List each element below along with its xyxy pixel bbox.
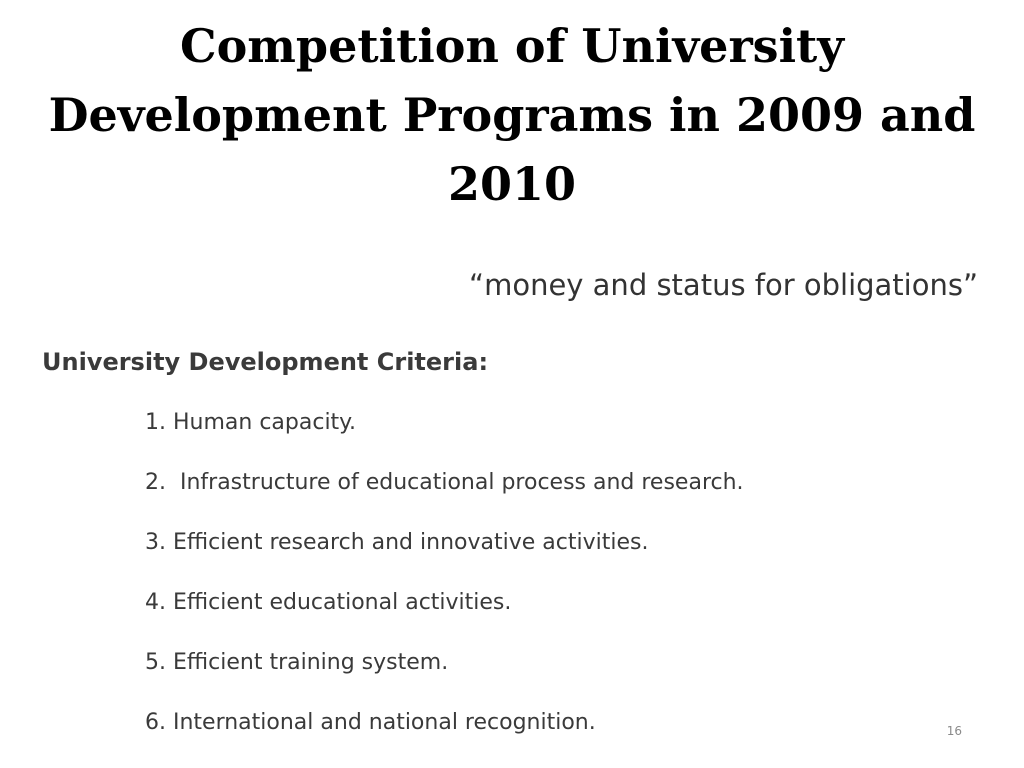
criteria-heading: University Development Criteria: <box>42 348 489 376</box>
slide-title: Competition of University Development Programs in 2009 and 2010 <box>48 19 976 211</box>
criteria-list <box>145 405 744 765</box>
criteria-item: 4. Efficient educational activities. <box>145 590 512 615</box>
criteria-item: 3. Efficient research and innovative activities. <box>145 530 649 555</box>
criteria-item: 1. Human capacity. <box>145 410 357 435</box>
slide-tagline: “money and status for obligations” <box>469 268 978 302</box>
criteria-item: 6. International and national recognition. <box>145 710 596 735</box>
page-number: 16 <box>946 724 962 738</box>
criteria-item: 5. Efficient training system. <box>145 650 449 675</box>
criteria-item: 2. Infrastructure of educational process and research. <box>145 470 744 495</box>
